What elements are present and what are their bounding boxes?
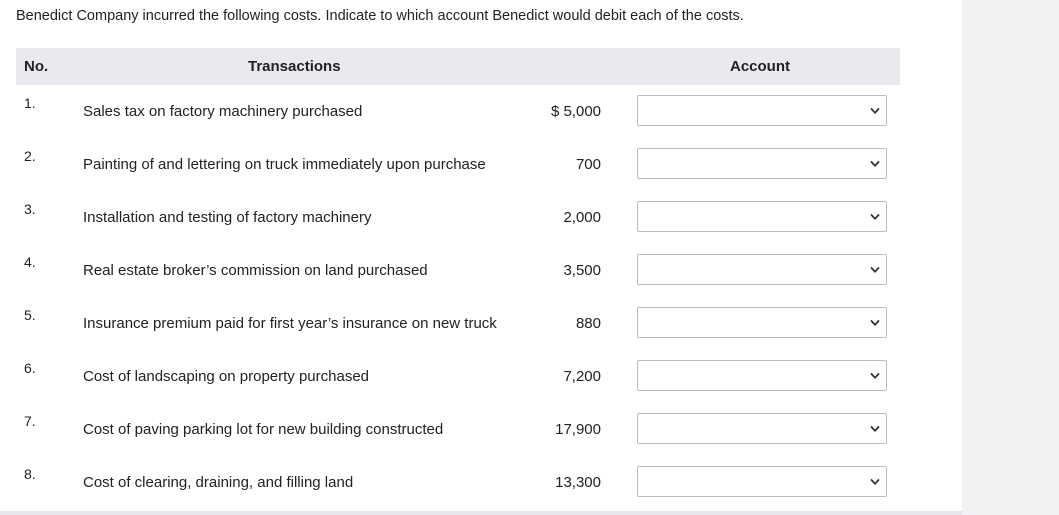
table-row xyxy=(16,191,900,244)
chevron-down-icon xyxy=(870,265,880,275)
page-gutter xyxy=(962,0,1059,515)
table-row xyxy=(16,138,900,191)
transaction-amount: 13,300 xyxy=(555,474,601,491)
transaction-amount: $ 5,000 xyxy=(550,103,601,120)
row-number: 1. xyxy=(24,95,36,111)
transaction-amount: 880 xyxy=(575,315,601,332)
table-row xyxy=(16,350,900,403)
bottom-divider xyxy=(0,511,962,515)
transaction-description: Cost of clearing, draining, and filling land xyxy=(83,474,354,491)
row-number: 4. xyxy=(24,254,36,270)
transaction-description: Painting of and lettering on truck immediately upon purchase xyxy=(83,156,486,173)
account-select[interactable] xyxy=(637,466,887,497)
table-header xyxy=(16,48,900,85)
row-number: 6. xyxy=(24,360,36,376)
transaction-description: Sales tax on factory machinery purchased xyxy=(83,103,363,120)
table-row xyxy=(16,403,900,456)
transaction-description: Installation and testing of factory machinery xyxy=(83,209,372,226)
header-transactions: Transactions xyxy=(248,58,341,75)
account-select[interactable] xyxy=(637,201,887,232)
table-row xyxy=(16,297,900,350)
chevron-down-icon xyxy=(870,477,880,487)
account-select[interactable] xyxy=(637,307,887,338)
account-select[interactable] xyxy=(637,254,887,285)
transaction-amount: 2,000 xyxy=(563,209,601,226)
chevron-down-icon xyxy=(870,212,880,222)
transaction-description: Insurance premium paid for first year’s insurance on new truck xyxy=(83,315,497,332)
row-number: 3. xyxy=(24,201,36,217)
transaction-description: Real estate broker’s commission on land purchased xyxy=(83,262,428,279)
account-select[interactable] xyxy=(637,95,887,126)
account-select[interactable] xyxy=(637,148,887,179)
transaction-amount: 700 xyxy=(575,156,601,173)
transaction-description: Cost of landscaping on property purchased xyxy=(83,368,370,385)
row-number: 7. xyxy=(24,413,36,429)
chevron-down-icon xyxy=(870,159,880,169)
question-prompt: Benedict Company incurred the following costs. Indicate to which account Benedict would debit each of the costs. xyxy=(16,8,744,24)
cost-account-table xyxy=(16,48,900,509)
chevron-down-icon xyxy=(870,318,880,328)
transaction-description: Cost of paving parking lot for new building constructed xyxy=(83,421,444,438)
chevron-down-icon xyxy=(870,424,880,434)
account-select[interactable] xyxy=(637,413,887,444)
chevron-down-icon xyxy=(870,106,880,116)
header-no: No. xyxy=(24,58,49,75)
chevron-down-icon xyxy=(870,371,880,381)
table-body xyxy=(16,85,900,509)
table-row xyxy=(16,456,900,509)
account-select[interactable] xyxy=(637,360,887,391)
row-number: 5. xyxy=(24,307,36,323)
table-row xyxy=(16,244,900,297)
table-row xyxy=(16,85,900,138)
row-number: 2. xyxy=(24,148,36,164)
transaction-amount: 7,200 xyxy=(563,368,601,385)
header-account: Account xyxy=(730,58,790,75)
transaction-amount: 3,500 xyxy=(563,262,601,279)
transaction-amount: 17,900 xyxy=(555,421,601,438)
row-number: 8. xyxy=(24,466,36,482)
